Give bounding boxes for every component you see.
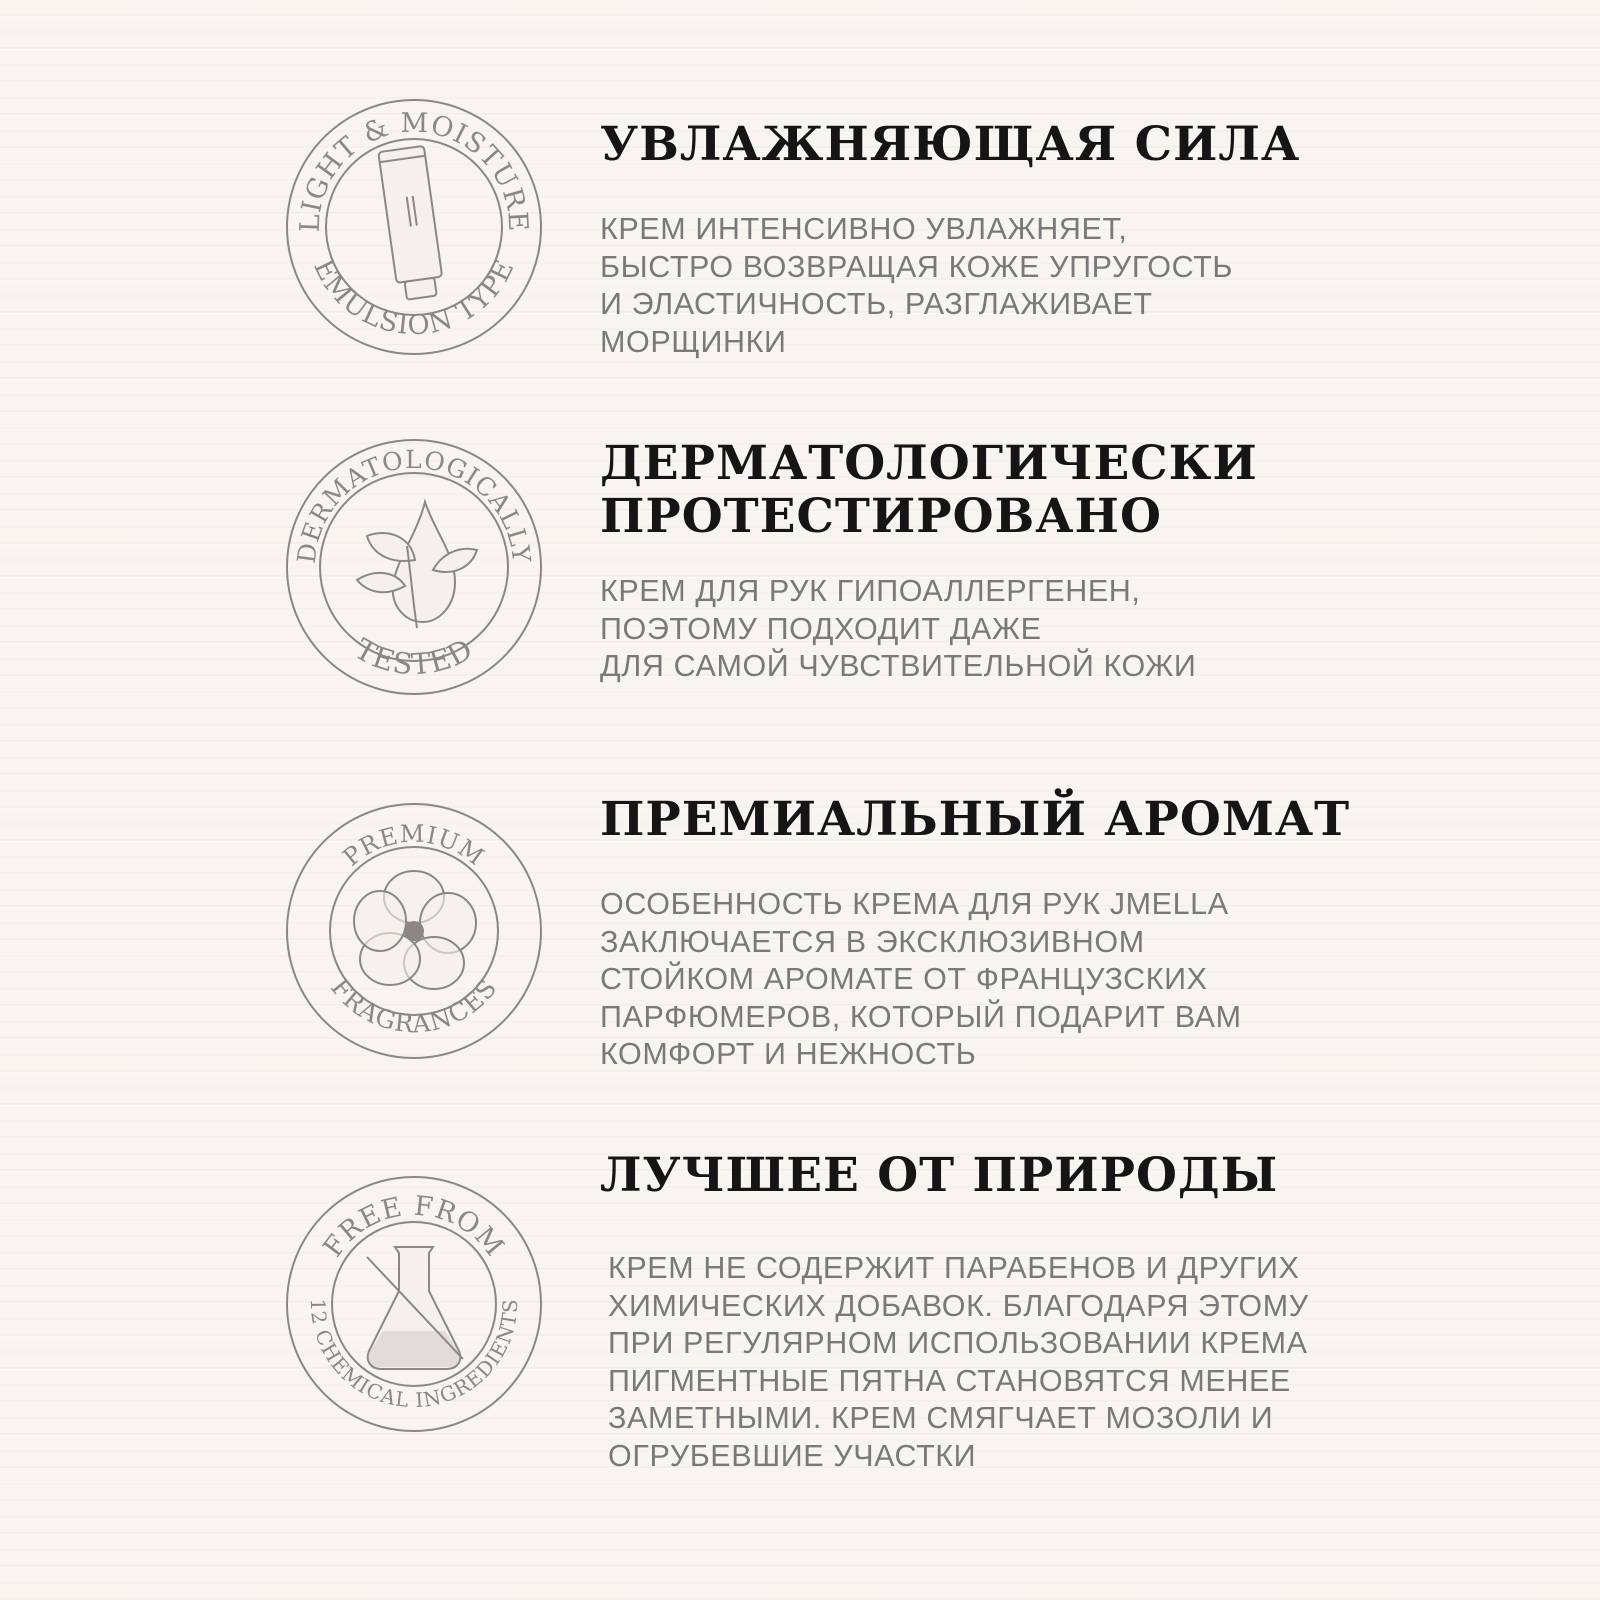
badge-bottom-text: 12 CHEMICAL INGREDIENTS (305, 1298, 523, 1413)
feature-title: ПРЕМИАЛЬНЫЙ АРОМАТ (600, 792, 1351, 847)
flower-icon (354, 871, 476, 989)
feature-description: КРЕМ ИНТЕНСИВНО УВЛАЖНЯЕТ, БЫСТРО ВОЗВРАЩАЯ КОЖЕ УПРУГОСТЬ И ЭЛАСТИЧНОСТЬ, РАЗГЛАЖИВАЕТ МОРЩИНКИ (600, 212, 1234, 359)
badge-light-moisture-svg (283, 96, 545, 358)
badge-premium-fragrances (283, 800, 545, 1062)
badge-free-from-chemicals (283, 1173, 545, 1435)
cream-tube-icon (378, 146, 444, 301)
badge-light-moisture (283, 96, 545, 358)
crossed-flask-icon (367, 1247, 463, 1369)
feature-title: ЛУЧШЕЕ ОТ ПРИРОДЫ (600, 1148, 1279, 1203)
badge-premium-fragrances-svg (283, 800, 545, 1062)
badge-free-from-chemicals-svg (283, 1173, 545, 1435)
badge-dermatologically-tested-svg (283, 436, 545, 698)
badge-bottom-text: EMULSION TYPE (307, 254, 521, 342)
badge-top-text: DERMATOLOGICALLY (291, 444, 537, 566)
feature-description: ОСОБЕННОСТЬ КРЕМА ДЛЯ РУК JMELLA ЗАКЛЮЧАЕТСЯ В ЭКСКЛЮЗИВНОМ СТОЙКОМ АРОМАТЕ ОТ ФРАНЦУЗСКИХ ПАРФЮМЕРОВ, КОТОРЫЙ ПОДАРИТ ВАМ КОМФОРТ И НЕЖНОСТЬ (600, 887, 1242, 1071)
badge-top-text: FREE FROM (317, 1190, 511, 1263)
feature-description: КРЕМ ДЛЯ РУК ГИПОАЛЛЕРГЕНЕН, ПОЭТОМУ ПОДХОДИТ ДАЖЕ ДЛЯ САМОЙ ЧУВСТВИТЕЛЬНОЙ КОЖИ (600, 574, 1197, 683)
badge-top-text: LIGHT & MOISTURE (294, 107, 534, 233)
feature-title: ДЕРМАТОЛОГИЧЕСКИ ПРОТЕСТИРОВАНО (600, 436, 1258, 544)
badge-dermatologically-tested (283, 436, 545, 698)
feature-title: УВЛАЖНЯЮЩАЯ СИЛА (600, 117, 1301, 172)
badge-top-text: PREMIUM (337, 819, 490, 872)
leaf-drop-icon (357, 502, 477, 628)
feature-description: КРЕМ НЕ СОДЕРЖИТ ПАРАБЕНОВ И ДРУГИХ ХИМИЧЕСКИХ ДОБАВОК. БЛАГОДАРЯ ЭТОМУ ПРИ РЕГУЛЯРНОМ ИСПОЛЬЗОВАНИИ КРЕМА ПИГМЕНТНЫЕ ПЯТНА СТАНОВЯТСЯ МЕНЕЕ ЗАМЕТНЫМИ. КРЕМ СМЯГЧАЕТ МОЗОЛИ И ОГРУБЕВШИЕ УЧАСТКИ (608, 1251, 1309, 1473)
badge-bottom-text: FRAGRANCES (325, 973, 503, 1039)
badge-bottom-text: TESTED (349, 631, 479, 682)
